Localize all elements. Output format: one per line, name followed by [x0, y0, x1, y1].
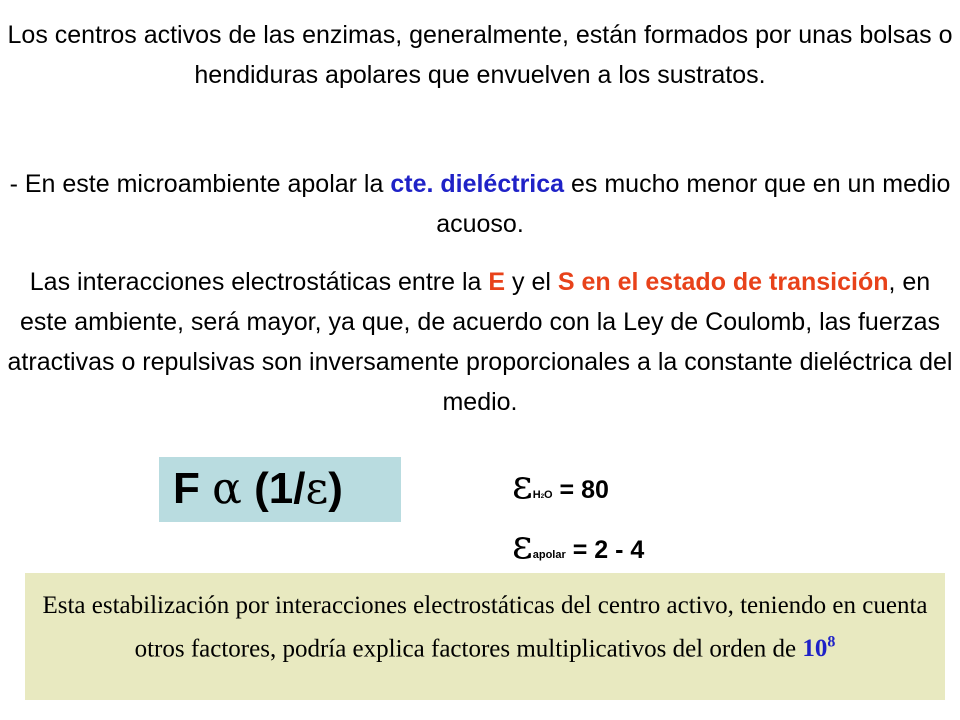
substrate-transition-highlight: S en el estado de transición: [557, 268, 889, 296]
paragraph-coulomb: [6, 262, 954, 422]
epsilon-apolar: [512, 522, 644, 568]
dielectric-text-after: es mucho menor que en un medio acuoso.: [436, 170, 951, 238]
epsilon-water-value: = 80: [552, 476, 609, 504]
formula-force: F: [173, 464, 200, 513]
stabilization-note-box: [25, 573, 945, 700]
coulomb-formula: [173, 461, 343, 517]
sub-2: 2: [540, 494, 545, 500]
factor-exponent: 8: [827, 634, 836, 651]
epsilon-water: [512, 462, 609, 508]
paragraph-active-centers-text: Los centros activos de las enzimas, generalmente, están formados por unas bolsas o hendiduras apolares que envuelven a los sustratos.: [7, 21, 953, 89]
epsilon-apolar-symbol: ε: [512, 522, 533, 568]
coulomb-text-3: , en este ambiente, será mayor, ya que, de acuerdo con la Ley de Coulomb, las fuerzas atractivas o repulsivas son inversamente proporcionales a la constante dieléctrica del medio.: [7, 268, 953, 416]
epsilon-apolar-value: = 2 - 4: [565, 536, 645, 564]
epsilon-apolar-subscript: apolar: [532, 549, 566, 561]
formula-open: (1/: [254, 464, 306, 513]
sub-h: H: [532, 489, 541, 501]
stabilization-note-text: Esta estabilización por interacciones electrostáticas del centro activo, teniendo en cuenta otros factores, podría explica factores multiplicativos del orden de: [42, 592, 928, 663]
paragraph-dielectric: [6, 164, 954, 244]
epsilon-water-symbol: ε: [512, 462, 533, 508]
coulomb-text-2: y el: [505, 268, 558, 296]
factor-power: [802, 635, 835, 662]
coulomb-text-1: Las interacciones electrostáticas entre la: [29, 268, 489, 296]
paragraph-active-centers: [6, 15, 954, 95]
formula-alpha: α: [212, 463, 242, 514]
coulomb-formula-box: [159, 457, 401, 522]
dielectric-highlight: cte. dieléctrica: [390, 170, 565, 198]
factor-base: 10: [802, 635, 828, 663]
stabilization-note: [25, 587, 945, 667]
formula-close: ): [328, 464, 343, 513]
formula-epsilon: ε: [305, 463, 329, 514]
sub-o: O: [544, 489, 553, 501]
dielectric-text-before: - En este microambiente apolar la: [9, 170, 391, 198]
epsilon-water-subscript: [533, 489, 553, 501]
enzyme-E-highlight: E: [488, 268, 506, 296]
